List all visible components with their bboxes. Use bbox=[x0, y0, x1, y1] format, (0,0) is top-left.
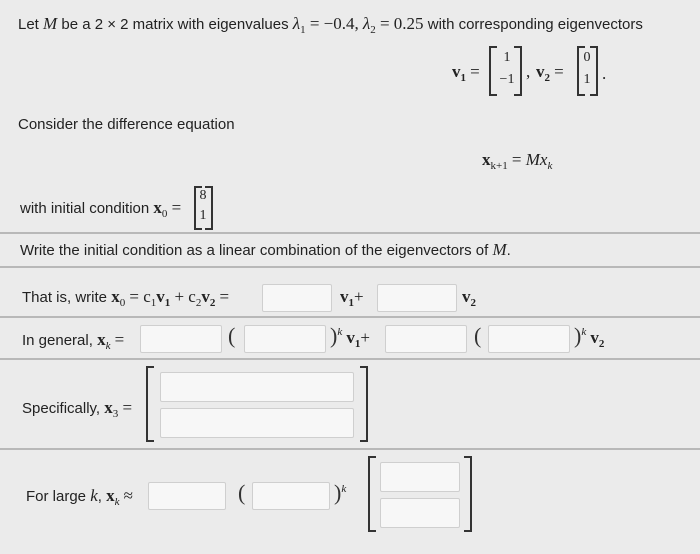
v-symbol: v bbox=[156, 287, 165, 306]
subscript: k bbox=[547, 160, 553, 172]
difference-equation bbox=[482, 150, 552, 172]
divider bbox=[0, 232, 700, 234]
open-paren: ( bbox=[474, 323, 482, 348]
x-symbol: x bbox=[153, 198, 162, 217]
divider bbox=[0, 448, 700, 450]
initial-condition bbox=[20, 198, 181, 220]
large-coef-input[interactable] bbox=[148, 482, 226, 510]
subscript: 0 bbox=[161, 208, 168, 220]
large-exp bbox=[334, 480, 346, 506]
subscript: 1 bbox=[348, 297, 354, 309]
comma: , bbox=[526, 62, 531, 81]
initial-label: with initial condition bbox=[20, 200, 150, 217]
c1-input[interactable] bbox=[262, 284, 332, 312]
subscript: 3 bbox=[112, 408, 119, 420]
intro-line bbox=[18, 14, 643, 36]
equals: = bbox=[114, 330, 125, 349]
lambda-symbol: λ bbox=[292, 14, 301, 33]
subscript: 2 bbox=[195, 297, 202, 309]
subscript: 2 bbox=[370, 24, 376, 36]
equals: = bbox=[470, 62, 480, 81]
large-vec-top-input[interactable] bbox=[380, 462, 460, 492]
subscript: k bbox=[105, 340, 111, 352]
close-paren: ) bbox=[574, 323, 582, 348]
equals: = bbox=[171, 198, 182, 217]
subscript: 0 bbox=[119, 297, 126, 309]
subscript: 1 bbox=[164, 297, 171, 309]
x-symbol: x bbox=[106, 486, 115, 505]
period: . bbox=[602, 64, 607, 83]
v-symbol: v bbox=[340, 287, 349, 306]
subscript: 2 bbox=[544, 72, 550, 84]
x0-top: 8 bbox=[199, 188, 207, 203]
intro-text: Let bbox=[18, 16, 39, 33]
x0-bottom: 1 bbox=[199, 208, 207, 223]
large-base-input[interactable] bbox=[252, 482, 330, 510]
v-symbol: v bbox=[536, 62, 545, 81]
subscript: k bbox=[114, 496, 120, 508]
divider bbox=[0, 316, 700, 318]
subscript: k+1 bbox=[490, 160, 508, 172]
bracket-left bbox=[146, 366, 154, 442]
x-symbol: x bbox=[104, 398, 113, 417]
bracket-right bbox=[205, 186, 213, 230]
eigenvalue-1: = −0.4, bbox=[309, 14, 359, 33]
general-base1-input[interactable] bbox=[244, 325, 326, 353]
that-is-label bbox=[22, 287, 229, 309]
subscript: 1 bbox=[354, 338, 361, 350]
approx-symbol: ≈ bbox=[123, 486, 133, 505]
general-v1-term bbox=[330, 323, 370, 350]
equals: = bbox=[122, 398, 133, 417]
divider bbox=[0, 358, 700, 360]
equals: = bbox=[219, 287, 230, 306]
plus: + bbox=[360, 328, 370, 347]
that-is-text: That is, write bbox=[22, 289, 108, 306]
subscript: 1 bbox=[460, 72, 466, 84]
large-text: For large bbox=[26, 488, 87, 505]
subscript: 1 bbox=[300, 24, 306, 36]
general-coef1-input[interactable] bbox=[140, 325, 222, 353]
v2-bottom: 1 bbox=[583, 72, 591, 87]
intro-text: with corresponding eigenvectors bbox=[427, 16, 643, 33]
large-vec-bottom-input[interactable] bbox=[380, 498, 460, 528]
v1-term bbox=[340, 287, 364, 309]
eigenvalue-2: = 0.25 bbox=[379, 14, 424, 33]
close-paren: ) bbox=[330, 323, 338, 348]
instruction bbox=[20, 240, 511, 260]
x3-bottom-input[interactable] bbox=[160, 408, 354, 438]
c2-input[interactable] bbox=[377, 284, 457, 312]
subscript: 2 bbox=[598, 338, 605, 350]
x3-top-input[interactable] bbox=[160, 372, 354, 402]
general-coef2-input[interactable] bbox=[385, 325, 467, 353]
bracket-right bbox=[360, 366, 368, 442]
bracket-right bbox=[590, 46, 598, 96]
mx-term: Mx bbox=[525, 150, 548, 169]
plus-c: + c bbox=[174, 287, 196, 306]
x-symbol: x bbox=[482, 150, 491, 169]
v2-top: 0 bbox=[583, 50, 591, 65]
subscript: 1 bbox=[150, 297, 157, 309]
v-symbol: v bbox=[452, 62, 461, 81]
exponent: k bbox=[337, 326, 343, 338]
subscript: 2 bbox=[470, 297, 476, 309]
general-label bbox=[22, 330, 124, 352]
difference-label: Consider the difference equation bbox=[18, 116, 235, 133]
intro-text: be a 2 × 2 matrix with eigenvalues bbox=[61, 16, 289, 33]
comma: , bbox=[97, 488, 102, 505]
close-paren: ) bbox=[334, 480, 342, 505]
x-symbol: x bbox=[111, 287, 120, 306]
open-paren: ( bbox=[238, 480, 246, 505]
large-label bbox=[26, 486, 133, 508]
equals-c: = c bbox=[129, 287, 151, 306]
v-symbol: v bbox=[462, 287, 471, 306]
v-symbol: v bbox=[346, 328, 355, 347]
v1-bottom: −1 bbox=[499, 72, 515, 87]
bracket-left bbox=[368, 456, 376, 532]
v1-top: 1 bbox=[503, 50, 511, 65]
general-base2-input[interactable] bbox=[488, 325, 570, 353]
bracket-right bbox=[514, 46, 522, 96]
specific-text: Specifically, bbox=[22, 400, 101, 417]
lambda-symbol: λ bbox=[362, 14, 371, 33]
equals: = bbox=[554, 62, 564, 81]
matrix-symbol: M bbox=[43, 14, 58, 33]
equals: = bbox=[511, 150, 526, 169]
v2-term bbox=[462, 287, 476, 309]
divider bbox=[0, 266, 700, 268]
eigenvector-v1-label bbox=[452, 62, 480, 84]
period: . bbox=[506, 242, 511, 259]
general-v2-term bbox=[574, 323, 604, 350]
exponent: k bbox=[581, 326, 587, 338]
v-symbol: v bbox=[201, 287, 210, 306]
exponent: k bbox=[341, 483, 347, 495]
plus: + bbox=[354, 287, 364, 306]
subscript: 2 bbox=[209, 297, 216, 309]
matrix-symbol: M bbox=[492, 240, 507, 259]
general-text: In general, bbox=[22, 332, 93, 349]
eigenvector-v2-label bbox=[536, 62, 564, 84]
v-symbol: v bbox=[590, 328, 599, 347]
x-symbol: x bbox=[97, 330, 106, 349]
instruction-text: Write the initial condition as a linear combination of the eigenvectors of bbox=[20, 242, 489, 259]
specific-label bbox=[22, 398, 132, 420]
bracket-right bbox=[464, 456, 472, 532]
k-symbol: k bbox=[90, 486, 98, 505]
open-paren: ( bbox=[228, 323, 236, 348]
